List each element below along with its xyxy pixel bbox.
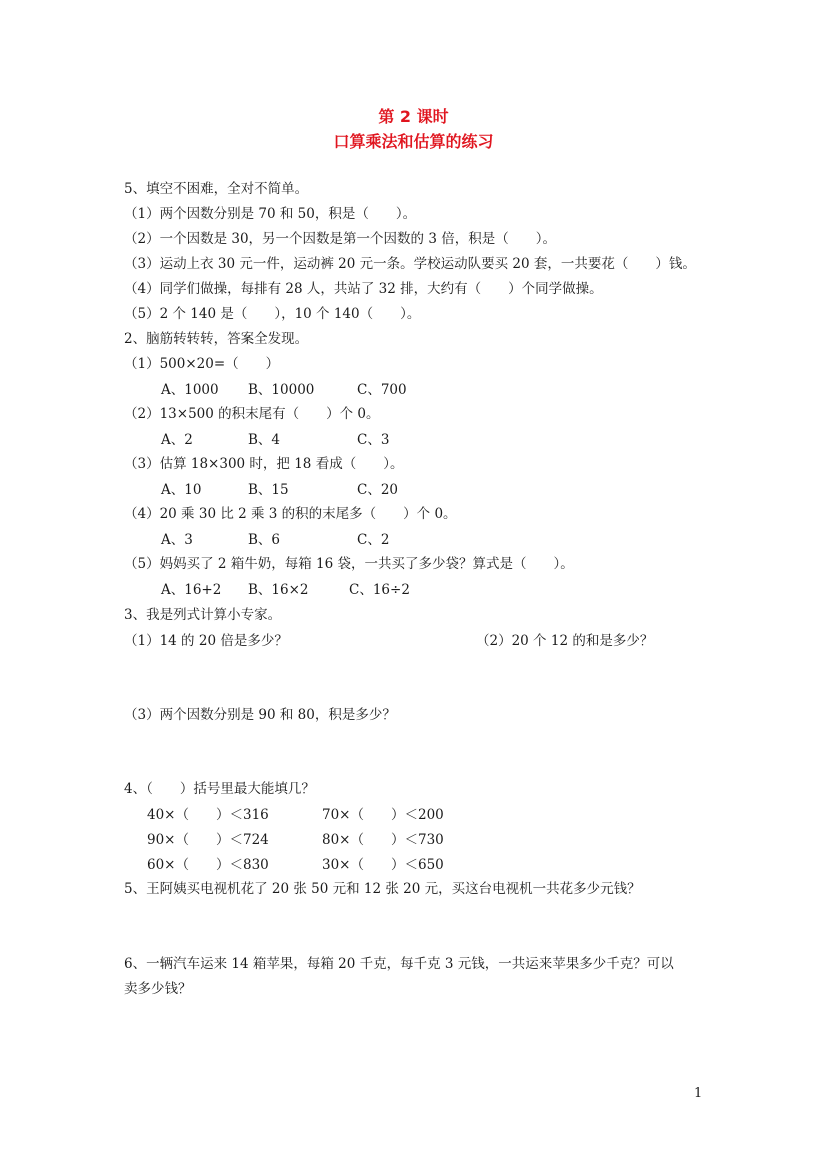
question-1-5: （5）2 个 140 是（ ），10 个 140（ ）。 [124,306,421,322]
inequality-item: 80×（ ）＜730 [322,832,444,848]
option-c: C、3 [357,432,390,448]
section-max-digit-heading: 4、（ ）括号里最大能填几？ [124,781,315,797]
inequality-item: 60×（ ）＜830 [147,857,269,873]
lesson-title: 第 2 课时 [378,107,449,126]
option-a: A、16+2 [161,582,222,598]
question-1-2: （2）一个因数是 30，另一个因数是第一个因数的 3 倍，积是（ ）。 [124,231,556,247]
option-b: B、10000 [248,382,315,398]
option-a: A、10 [161,482,202,498]
inequality-item: 90×（ ）＜724 [147,832,269,848]
option-a: A、2 [161,432,193,448]
lesson-subtitle: 口算乘法和估算的练习 [333,132,494,151]
option-c: C、20 [357,482,399,498]
word-problem-apples-line2: 卖多少钱？ [124,981,192,997]
option-a: A、1000 [161,382,219,398]
question-3-1: （1）14 的 20 倍是多少？ [124,633,288,649]
option-b: B、16×2 [248,582,309,598]
option-a: A、3 [161,532,193,548]
inequality-item: 30×（ ）＜650 [322,857,444,873]
question-2-4: （4）20 乘 30 比 2 乘 3 的积的末尾多（ ）个 0。 [124,506,457,522]
question-2-1: （1）500×20=（ ） [124,356,280,372]
inequality-item: 40×（ ）＜316 [147,807,269,823]
question-2-2: （2）13×500 的积末尾有（ ）个 0。 [124,406,380,422]
option-b: B、4 [248,432,281,448]
option-c: C、700 [357,382,407,398]
question-2-3: （3）估算 18×300 时，把 18 看成（ ）。 [124,456,404,472]
page-number: 1 [694,1086,703,1101]
question-1-3: （3）运动上衣 30 元一件，运动裤 20 元一条。学校运动队要买 20 套，一共要花（ ）钱。 [124,256,696,272]
word-problem-tv: 5、王阿姨买电视机花了 20 张 50 元和 12 张 20 元，买这台电视机一共花多少元钱？ [124,881,641,897]
question-1-4: （4）同学们做操，每排有 28 人，共站了 32 排，大约有（ ）个同学做操。 [124,281,603,297]
word-problem-apples-line1: 6、一辆汽车运来 14 箱苹果，每箱 20 千克，每千克 3 元钱，一共运来苹果多少千克？可以 [124,956,674,972]
question-1-1: （1）两个因数分别是 70 和 50，积是（ ）。 [124,206,417,222]
option-c: C、16÷2 [349,582,410,598]
question-2-5: （5）妈妈买了 2 箱牛奶，每箱 16 袋，一共买了多少袋？算式是（ ）。 [124,556,574,572]
option-b: B、15 [248,482,289,498]
question-3-2: （2）20 个 12 的和是多少？ [476,633,654,649]
section-fill-blank-heading: 5、填空不困难，全对不简单。 [124,181,309,197]
option-c: C、2 [357,532,390,548]
section-calculation-heading: 3、我是列式计算小专家。 [124,607,282,623]
section-choice-heading: 2、脑筋转转转，答案全发现。 [124,331,309,347]
option-b: B、6 [248,532,281,548]
question-3-3: （3）两个因数分别是 90 和 80，积是多少？ [124,707,396,723]
inequality-item: 70×（ ）＜200 [322,807,444,823]
